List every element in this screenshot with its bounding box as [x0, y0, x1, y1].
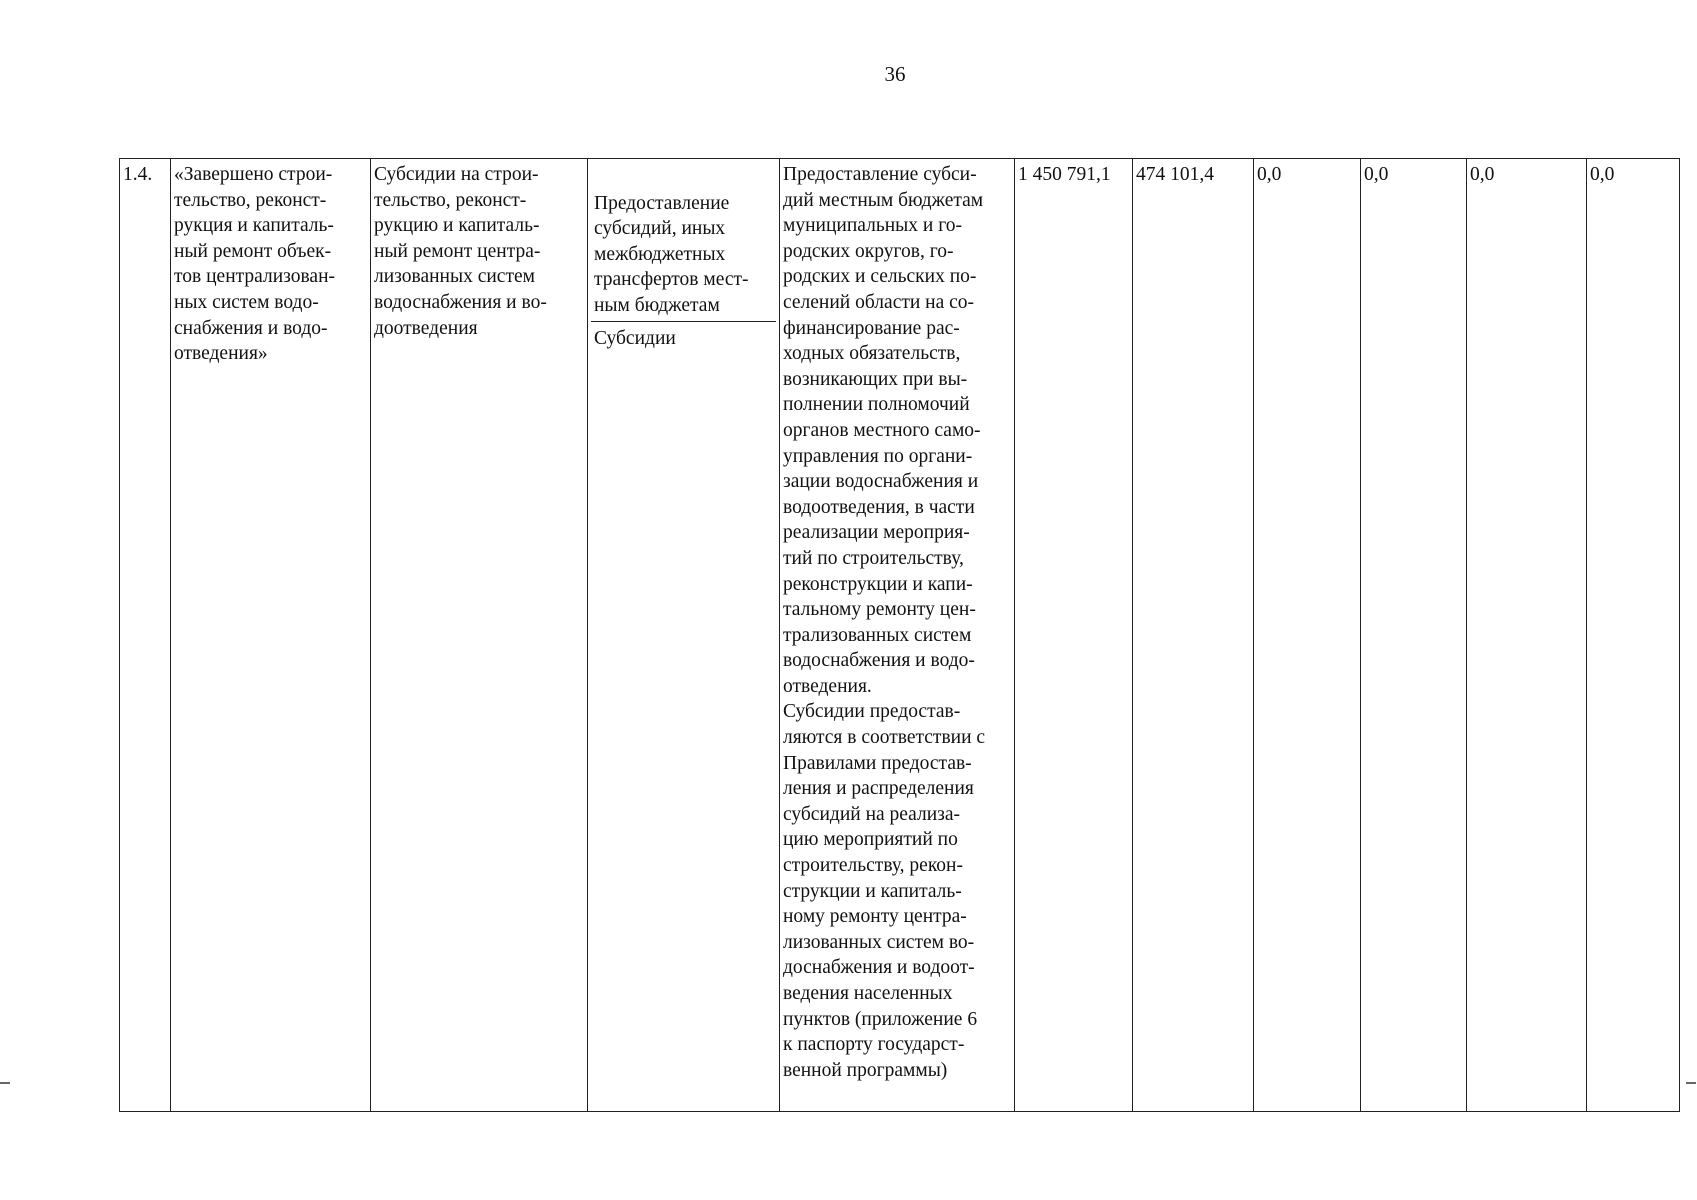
value-cell-4: 0,0: [1361, 159, 1467, 1112]
row-index: 1.4.: [120, 159, 171, 1112]
value-cell-1: 1 450 791,1: [1015, 159, 1133, 1112]
description-cell: Предоставление субси- дий местным бюджетам муниципальных и го- родских округов, го- родских и сельских по- селений области на со- финансирование рас- ходных обязательств, возникающих при вы- полнении полномочий органов местного само- управления по органи- зации водоснабжения и водоотведения, в части реализации мероприя- тий по строительству, реконструкции и капи- тальному ремонту цен- трализованных систем водоснабжения и водо- отведения. Субсидии предостав- ляются в соответствии с Правилами предостав- ления и распределения субсидий на реализа- цию мероприятий по строительству, рекон- струкции и капиталь- ному ремонту центра- лизованных систем во- доснабжения и водоот- ведения населенных пунктов (приложение 6 к паспорту государст- венной программы): [780, 159, 1015, 1112]
scan-edge-mark-left: [0, 1082, 10, 1084]
type-bottom-text: Субсидии: [594, 327, 676, 349]
value-cell-5: 0,0: [1467, 159, 1587, 1112]
measure-cell: Субсидии на строи- тельство, реконст- рукцию и капиталь- ный ремонт центра- лизованных систем водоснабжения и во- доотведения: [371, 159, 588, 1112]
result-cell: «Завершено строи- тельство, реконст- рукция и капиталь- ный ремонт объек- тов централизован- ных систем водо- снабжения и водо- отведения»: [171, 159, 371, 1112]
value-cell-2: 474 101,4: [1133, 159, 1254, 1112]
table-row: [120, 159, 1680, 1112]
type-top-text: Предоставление субсидий, иных межбюджетных трансфертов мест- ным бюджетам: [591, 188, 776, 322]
page-number: 36: [884, 62, 906, 86]
scan-edge-mark-right: [1686, 1082, 1696, 1084]
value-cell-6: 0,0: [1587, 159, 1680, 1112]
budget-table: [119, 158, 1680, 1112]
type-cell: [588, 159, 780, 1112]
value-cell-3: 0,0: [1254, 159, 1361, 1112]
